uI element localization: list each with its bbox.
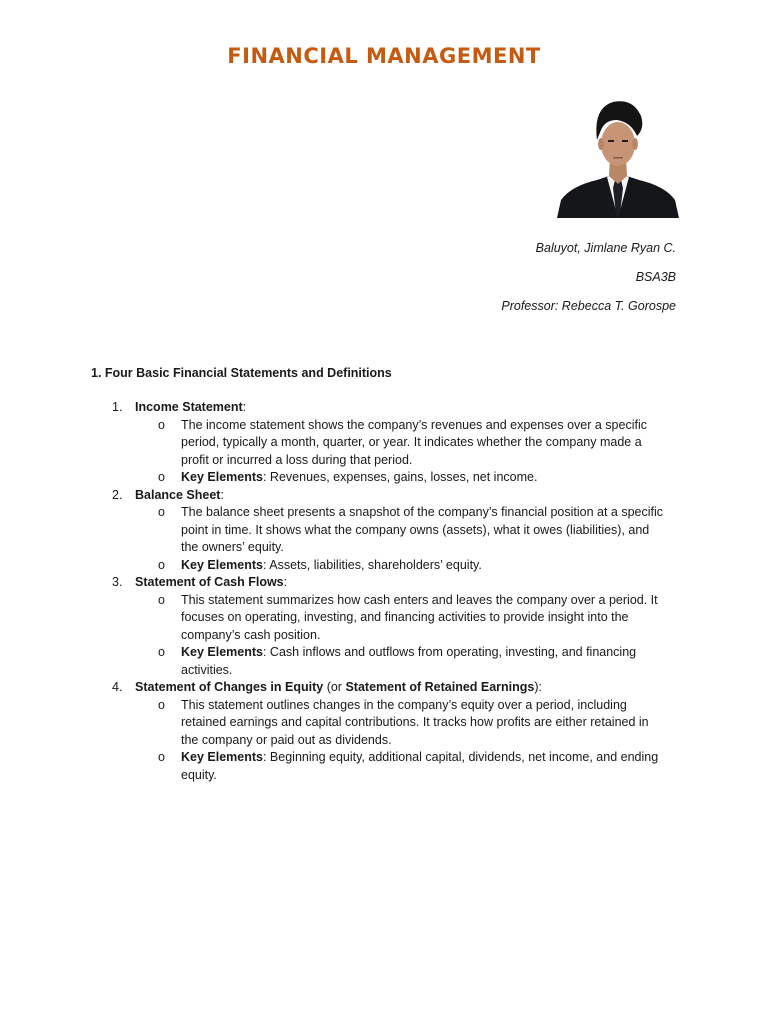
- definition-text: This statement outlines changes in the company’s equity over a period, including retained earnings and capital contributions. It tracks how profits are either retained in the company or paid out as dividends.: [181, 697, 649, 747]
- bullet-marker: o: [158, 750, 165, 764]
- key-elements-text: : Beginning equity, additional capital, dividends, net income, and ending equity.: [181, 750, 659, 782]
- bullet-marker: o: [158, 645, 165, 659]
- definition-text: The income statement shows the company’s revenues and expenses over a specific period, typically a month, quarter, or year. It indicates whether the company made a profit or incurred a loss during that period.: [181, 417, 647, 467]
- item-title: Statement of Changes in Equity: [135, 680, 324, 694]
- definition-text: This statement summarizes how cash enters and leaves the company over a period. It focuses on operating, investing, and financing activities to provide insight into the company’s cash position.: [181, 592, 658, 642]
- key-elements-bullet: [0, 644, 768, 679]
- list-item: [0, 574, 768, 592]
- item-number: 4.: [112, 680, 123, 694]
- statements-list: [0, 399, 768, 784]
- list-item: [0, 399, 768, 417]
- portrait-image: [557, 96, 679, 218]
- key-elements-text: : Assets, liabilities, shareholders’ equity.: [262, 557, 482, 572]
- item-title: Statement of Cash Flows: [135, 575, 284, 589]
- key-elements-label: Key Elements: [181, 750, 263, 764]
- definition-bullet: [0, 504, 768, 557]
- definition-bullet: [0, 697, 768, 750]
- item-number: 2.: [112, 487, 123, 502]
- key-elements-label: Key Elements: [181, 557, 263, 572]
- bullet-marker: o: [158, 470, 165, 484]
- item-title: Income Statement: [135, 400, 243, 414]
- definition-bullet: [0, 417, 768, 470]
- section-heading: 1. Four Basic Financial Statements and Definitions: [91, 366, 392, 380]
- author-photo: [557, 96, 679, 218]
- key-elements-text: : Revenues, expenses, gains, losses, net income.: [262, 470, 538, 484]
- item-title-middle: (or: [323, 680, 346, 694]
- bullet-marker: o: [158, 505, 165, 519]
- author-section: BSA3B: [635, 270, 676, 284]
- key-elements-bullet: [0, 557, 768, 575]
- item-number: 3.: [112, 575, 123, 589]
- key-elements-label: Key Elements: [181, 470, 263, 484]
- item-number: 1.: [112, 400, 123, 414]
- professor-name: Professor: Rebecca T. Gorospe: [501, 299, 676, 313]
- key-elements-bullet: [0, 749, 768, 784]
- item-suffix: :: [220, 487, 224, 502]
- definition-bullet: [0, 592, 768, 645]
- bullet-marker: o: [158, 417, 165, 432]
- bullet-marker: o: [158, 697, 165, 712]
- key-elements-bullet: [0, 469, 768, 487]
- item-suffix: :: [283, 575, 288, 589]
- author-name: Baluyot, Jimlane Ryan C.: [535, 241, 676, 255]
- definition-text: The balance sheet presents a snapshot of the company’s financial position at a specific point in time. It shows what the company owns (assets), what it owes (liabilities), and the owners’ equity.: [181, 505, 664, 554]
- item-title: Balance Sheet: [135, 487, 221, 502]
- key-elements-text: : Cash inflows and outflows from operating, investing, and financing activities.: [181, 645, 637, 677]
- list-item: [0, 487, 768, 505]
- key-elements-label: Key Elements: [181, 645, 263, 659]
- list-item: [0, 679, 768, 697]
- item-suffix: ):: [534, 680, 543, 694]
- item-alt-title: Statement of Retained Earnings: [345, 680, 535, 694]
- item-suffix: :: [242, 400, 247, 414]
- document-title: FINANCIAL MANAGEMENT: [227, 44, 541, 68]
- bullet-marker: o: [158, 592, 165, 607]
- bullet-marker: o: [158, 557, 165, 572]
